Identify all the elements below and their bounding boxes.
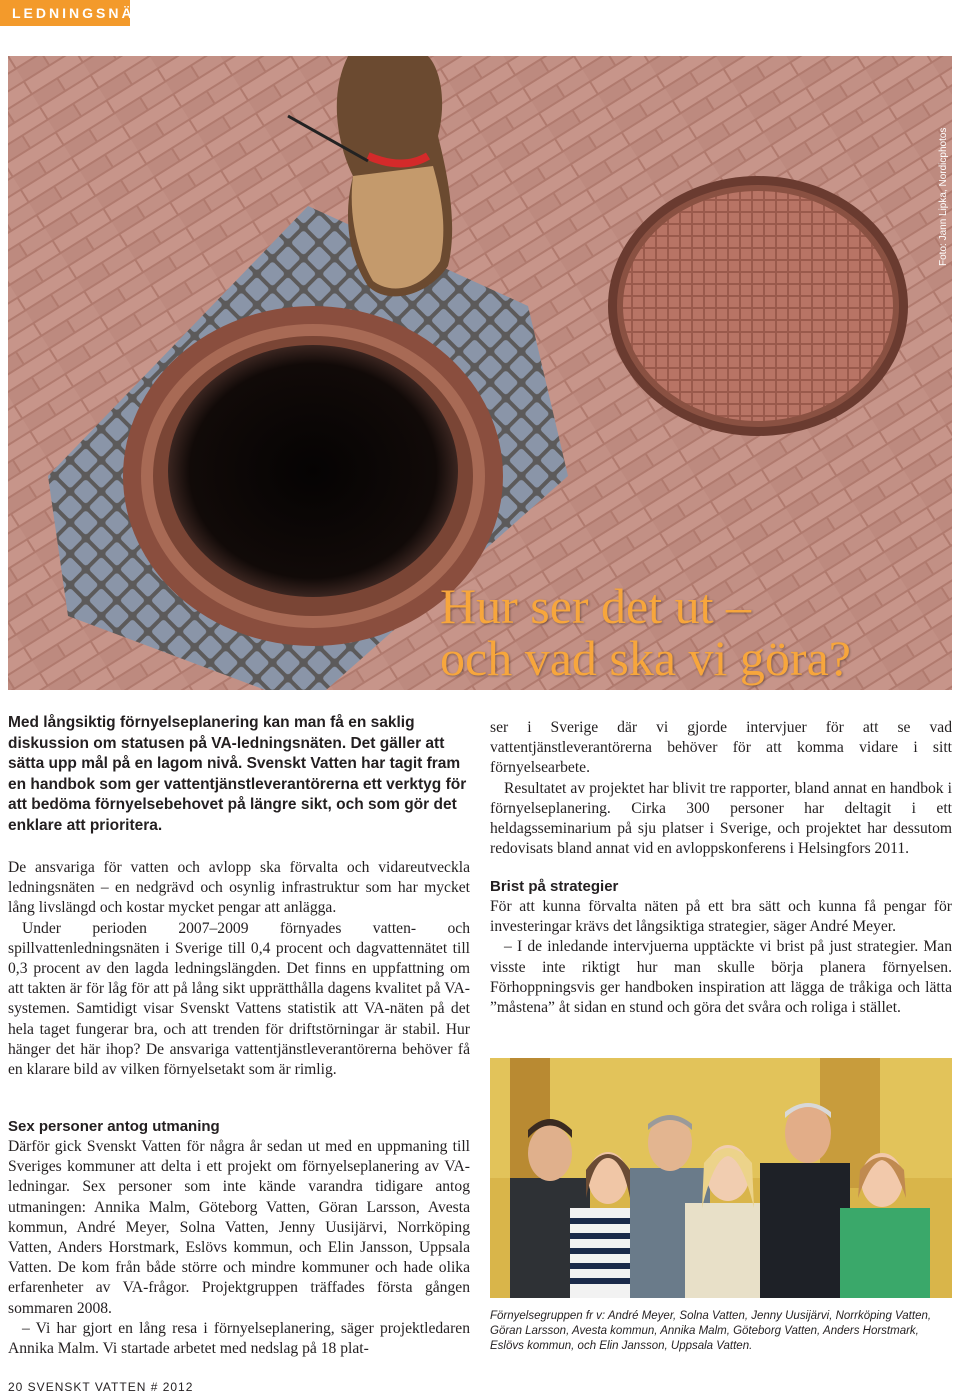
hero-photo (8, 56, 952, 690)
left-column-bottom (8, 1117, 470, 1359)
body-paragraph: – I de inledande intervjuerna upptäckte vi brist på just strategier. Man visste inte riktigt hur man skulle börja planera förnyelsen. Förhoppningsvis ger handboken inspiration att lägga de tråkiga och lätta ”måstena” åt sidan en stund och göra det svåra och roliga i stället. (490, 938, 952, 1017)
page-footer: 20 SVENSKT VATTEN # 2012 (8, 1380, 194, 1394)
article-title (440, 580, 940, 684)
body-paragraph: För att kunna förvalta näten på ett bra sätt och kunna få pengar för investeringar krävs det långsiktiga strategier, säger André Meyer. (490, 898, 952, 936)
body-paragraph: Resultatet av projektet har blivit tre rapporter, bland annat en handbok i förnyelseplanering. Cirka 300 personer har deltagit i ett heldagsseminarium på sju platser i Sverige, och projektet har dessutom redovisats bland annat vid en avloppskonferens i Helsingfors 2011. (490, 779, 952, 858)
title-line-1: Hur ser det ut – (440, 578, 752, 634)
body-paragraph: ser i Sverige där vi gjorde intervjuer för att se vad vattentjänstleverantörerna behöver för att komma vidare i sitt förnyelsearbete. (490, 719, 952, 777)
photo-credit: Foto: Jann Lipka, Nordicphotos (938, 127, 949, 266)
subheading: Sex personer antog utmaning (8, 1118, 220, 1135)
title-line-2: och vad ska vi göra? (440, 630, 851, 686)
right-column-top (490, 718, 952, 859)
left-column-top (8, 858, 470, 1080)
lead-paragraph: Med långsiktig förnyelseplanering kan man få en saklig diskussion om statusen på VA-ledningsnäten. Det gäller att sätta upp mål på en lagom nivå. Svenskt Vatten har tagit fram en handbok som ger vattentjänstleverantörerna ett verktyg för att bedöma förnyelsebehovet på längre sikt, och som gör det enklare att prioritera. (8, 714, 467, 834)
right-column-bottom (490, 877, 952, 1018)
body-paragraph: Därför gick Svenskt Vatten för några år sedan ut med en uppmaning till Sveriges kommuner att delta i ett projekt om förnyelseplanering av VA-ledningar. Sex personer som inte kände varandra tidigare antog utmaningen: Annika Malm, Göteborg Vatten, Göran Larsson, Avesta kommun, André Meyer, Solna Vatten, Jenny Uusijärvi, Norrköping Vatten, Anders Horstmark, Eslövs kommun, och Elin Jansson, Uppsala Vatten. De kom från både större och mindre kommuner och hade olika erfarenheter av VA-frågor. Projektgruppen träffades första gången sommaren 2008. (8, 1138, 470, 1317)
body-paragraph: De ansvariga för vatten och avlopp ska förvalta och vidareutveckla ledningsnäten – en nedgrävd och osynlig infrastruktur som har mycket lång livslängd och kostar mycket pengar att anlägga. (8, 859, 470, 917)
subheading: Brist på strategier (490, 878, 619, 895)
section-tag: LEDNINGSNÄT (0, 0, 130, 26)
group-photo (490, 1058, 952, 1298)
body-paragraph: Under perioden 2007–2009 förnyades vatten- och spillvattenledningsnäten i Sverige till 0,4 procent och dagvattennätet till 0,3 procent av den lagda ledningslängden. Det finns en uppfattning om att takten är för låg för att på lång sikt upprätthålla dagens kvalitet på VA-systemen. Samtidigt visar Svenskt Vattens statistik att VA-näten på det hela taget fungerar bra, och att trenden för driftstörningar är stabil. Hur hänger det här ihop? De ansvariga vattentjänstleverantörerna behöver få en klarare bild av vilken förnyelsetakt som är rimlig. (8, 919, 470, 1079)
photo-caption: Förnyelsegruppen fr v: André Meyer, Solna Vatten, Jenny Uusijärvi, Norrköping Vatten, Göran Larsson, Avesta kommun, Annika Malm, Göteborg Vatten, Anders Horstmark, Eslövs kommun, och Elin Jansson, Uppsala Vatten. (490, 1310, 932, 1352)
body-paragraph: – Vi har gjort en lång resa i förnyelseplanering, säger projektledaren Annika Malm. Vi startade arbetet med nedslag på 18 plat- (8, 1319, 470, 1358)
